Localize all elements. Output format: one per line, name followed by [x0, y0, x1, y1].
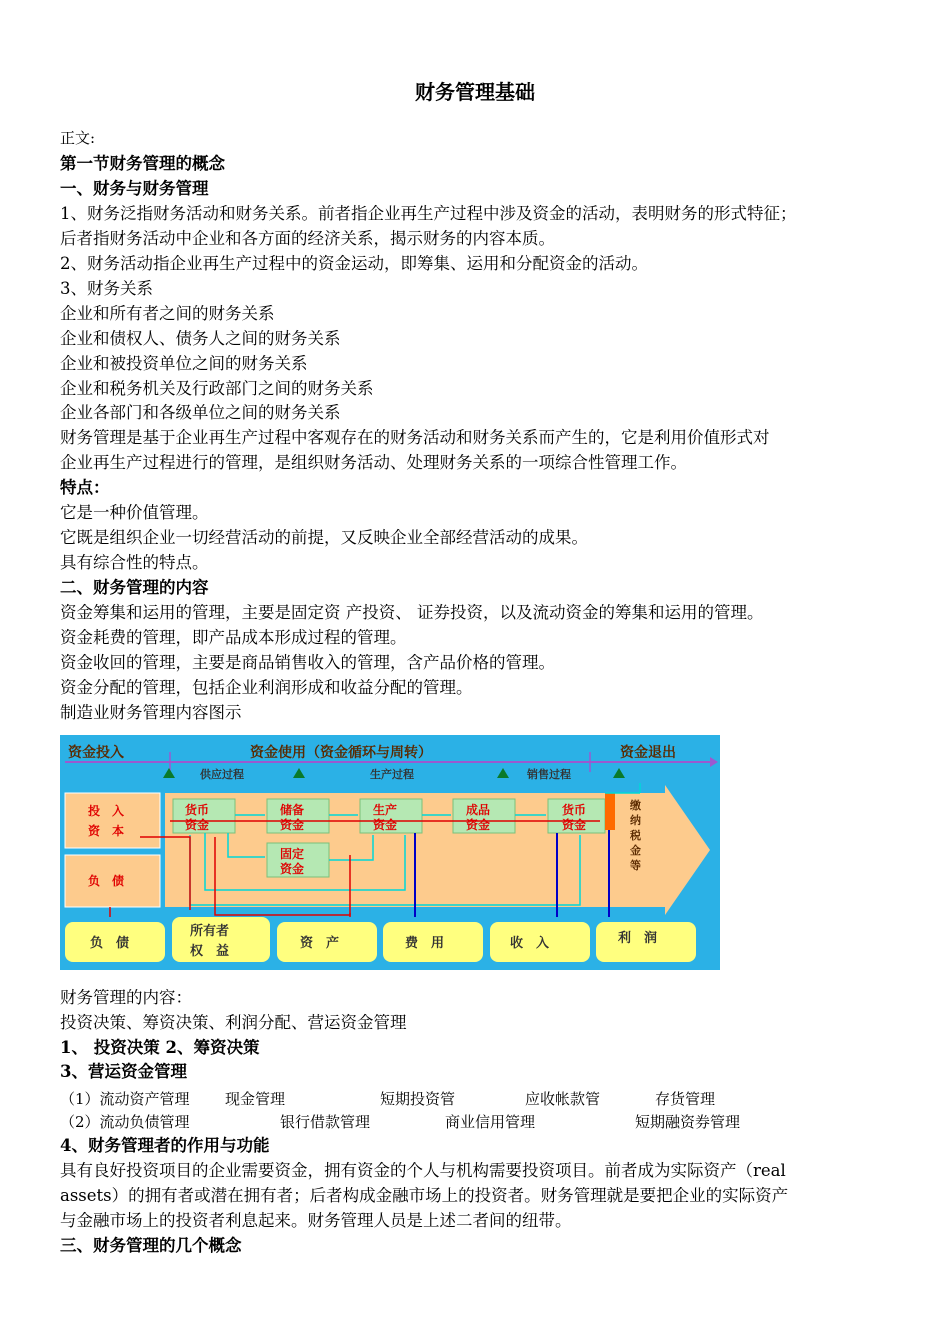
row2-col-1: 银行借款管理	[280, 1113, 371, 1131]
row2-col-2: 商业信用管理	[445, 1113, 536, 1131]
production-fund-label-2: 资金	[373, 818, 398, 832]
text-line: 1、 投资决策 2、筹资决策	[60, 1037, 260, 1057]
text-line: 一、财务与财务管理	[60, 178, 209, 198]
bottom-revenue-label: 收 入	[510, 936, 550, 951]
row1-col-0: （1）流动资产管理	[60, 1090, 190, 1108]
text-line: 制造业财务管理内容图示	[60, 702, 242, 722]
bottom-expense-label: 费 用	[405, 936, 445, 951]
text-line: 投资决策、筹资决策、利润分配、营运资金管理	[60, 1012, 407, 1032]
working-capital-row-1	[60, 1087, 715, 1112]
fixed-fund-label-2: 资金	[280, 862, 305, 876]
phase-out-label: 资金退出	[620, 745, 676, 761]
finished-fund-label-2: 资金	[466, 818, 491, 832]
text-line: 企业和税务机关及行政部门之间的财务关系	[60, 378, 374, 398]
text-line: 三、财务管理的几个概念	[60, 1236, 242, 1255]
text-line: 资金收回的管理，主要是商品销售收入的管理，含产品价格的管理。	[60, 652, 555, 672]
invest-label-1: 投 入	[88, 804, 125, 818]
text-line: 4、财务管理者的作用与功能	[60, 1136, 270, 1155]
fixed-fund-label-1: 固定	[280, 847, 305, 861]
stage-sales-label: 销售过程	[527, 768, 571, 781]
text-line: 3、营运资金管理	[60, 1062, 187, 1082]
invest-label-2: 资 本	[88, 824, 125, 838]
text-line: 资金筹集和运用的管理，主要是固定资 产投资、 证券投资，以及流动资金的筹集和运用的管理。	[60, 603, 764, 623]
money-fund-1-label-1: 货币	[185, 803, 210, 817]
phase-use-label: 资金使用（资金循环与周转）	[250, 745, 432, 761]
tax-bar	[605, 793, 615, 830]
stage-supply-label: 供应过程	[200, 768, 244, 781]
finished-fund-label-1: 成品	[466, 803, 491, 817]
reserve-fund-label-1: 储备	[280, 803, 305, 817]
text-line: 它既是组织企业一切经营活动的前提，又反映企业全部经营活动的成果。	[60, 528, 588, 548]
text-line: 企业和被投资单位之间的财务关系	[60, 353, 308, 373]
text-line: 具有良好投资项目的企业需要资金，拥有资金的个人与机构需要投资项目。前者成为实际资产（real	[60, 1161, 786, 1180]
bottom-equity-label-2: 权 益	[190, 944, 230, 959]
tax-char-1: 纳	[630, 814, 641, 827]
row1-col-4: 存货管理	[655, 1090, 716, 1108]
text-line: 财务管理的内容：	[60, 988, 192, 1007]
tax-char-0: 缴	[630, 799, 641, 812]
text-line: 资金分配的管理，包括企业利润形成和收益分配的管理。	[60, 677, 473, 697]
phase-in-label: 资金投入	[68, 745, 124, 761]
bottom-debt-label: 负 债	[90, 936, 130, 951]
stage-production-label: 生产过程	[370, 768, 414, 781]
text-line: 企业和债权人、债务人之间的财务关系	[60, 328, 341, 348]
big-flow-arrow	[165, 785, 710, 915]
diagram-svg	[60, 735, 720, 970]
row2-col-0: （2）流动负债管理	[60, 1113, 190, 1131]
text-line: 它是一种价值管理。	[60, 503, 209, 523]
text-line: 与金融市场上的投资者利息起来。财务管理人员是上述二者间的纽带。	[60, 1211, 572, 1230]
text-line: 特点：	[60, 478, 110, 498]
text-line: 企业和所有者之间的财务关系	[60, 303, 275, 323]
tax-char-2: 税	[630, 829, 641, 842]
tax-char-3: 金	[630, 844, 641, 857]
row1-col-2: 短期投资管	[380, 1090, 456, 1108]
text-line: assets）的拥有者或潜在拥有者；后者构成金融市场上的投资者。财务管理就是要把企业的实际资产	[60, 1186, 789, 1205]
row1-col-3: 应收帐款管	[525, 1090, 601, 1108]
text-line: 二、财务管理的内容	[60, 578, 209, 598]
tax-char-4: 等	[630, 859, 641, 872]
bottom-profit-label: 利 润	[618, 931, 658, 946]
manufacturing-finance-diagram	[60, 735, 720, 970]
text-line: 正文:	[60, 129, 96, 147]
text-line: 3、财务关系	[60, 278, 153, 298]
text-line: 具有综合性的特点。	[60, 553, 209, 573]
text-line: 财务管理是基于企业再生产过程中客观存在的财务活动和财务关系而产生的，它是利用价值形式对	[60, 428, 770, 448]
text-line: 后者指财务活动中企业和各方面的经济关系，揭示财务的内容本质。	[60, 228, 555, 248]
text-line: 企业各部门和各级单位之间的财务关系	[60, 403, 341, 423]
reserve-fund-label-2: 资金	[280, 818, 305, 832]
text-line: 2、财务活动指企业再生产过程中的资金运动，即筹集、运用和分配资金的活动。	[60, 253, 648, 273]
row2-col-3: 短期融资券管理	[635, 1113, 741, 1131]
money-fund-2-label-1: 货币	[562, 803, 587, 817]
text-line: 1、财务泛指财务活动和财务关系。前者指企业再生产过程中涉及资金的活动，表明财务的形式特征；	[60, 203, 797, 223]
money-fund-1-label-2: 资金	[185, 818, 210, 832]
debt-source-label: 负 债	[88, 874, 125, 888]
production-fund-label-1: 生产	[373, 803, 398, 817]
row1-col-1: 现金管理	[225, 1090, 286, 1108]
working-capital-row-2	[60, 1110, 740, 1135]
document-title: 财务管理基础	[415, 80, 535, 104]
text-line: 第一节财务管理的概念	[60, 153, 225, 173]
money-fund-2-label-2: 资金	[562, 818, 587, 832]
text-line: 企业再生产过程进行的管理，是组织财务活动、处理财务关系的一项综合性管理工作。	[60, 453, 687, 473]
bottom-equity-label-1: 所有者	[190, 924, 230, 939]
text-line: 资金耗费的管理，即产品成本形成过程的管理。	[60, 628, 407, 647]
invest-capital-box	[65, 793, 160, 848]
bottom-assets-label: 资 产	[300, 936, 340, 951]
